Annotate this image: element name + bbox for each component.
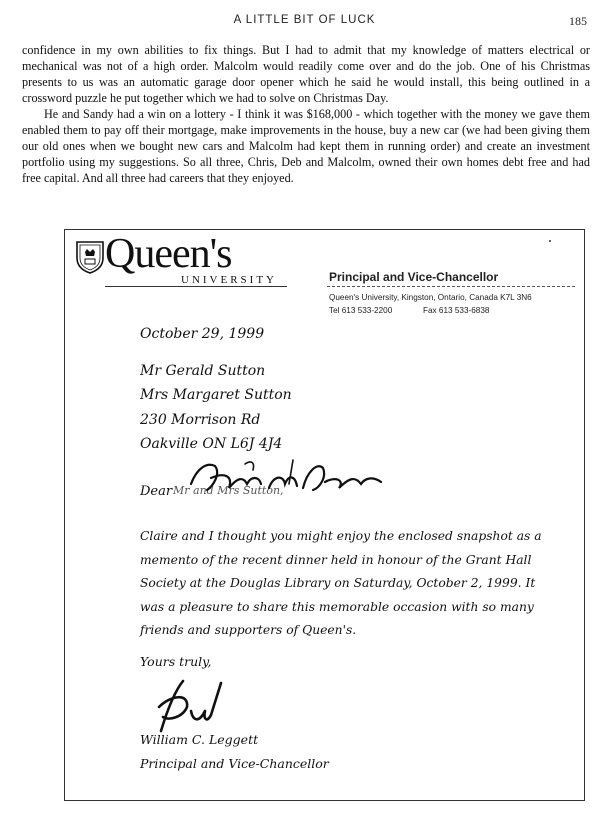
salutation: Dear <box>140 484 173 499</box>
phone-number: Tel 613 533-2200 <box>329 306 393 315</box>
signer-title: Principal and Vice-Chancellor <box>140 756 329 771</box>
salutation-name: Mr and Mrs Sutton, <box>173 484 284 497</box>
university-address: Queen's University, Kingston, Ontario, Canada K7L 3N6 <box>329 293 532 302</box>
office-title: Principal and Vice-Chancellor <box>329 270 499 284</box>
running-title: A LITTLE BIT OF LUCK <box>233 14 376 26</box>
logo-rule <box>105 286 287 287</box>
handwritten-greeting-signature <box>185 454 385 504</box>
fax-number: Fax 613 533-6838 <box>423 306 490 315</box>
body-text <box>22 42 590 186</box>
page-number: 185 <box>569 14 587 28</box>
logo-wordmark: Queen's <box>105 231 232 277</box>
letter-body: Claire and I thought you might enjoy the enclosed snapshot as a memento of the recent dinner held in honour of the Grant Hall Society at the Douglas Library on Saturday, October 2, 1999. It was a pleasure to share this memorable occasion with so many friends and supporters of Queen's. <box>140 529 542 637</box>
paragraph: He and Sandy had a win on a lottery - I think it was $168,000 - which together with the money we gave them enabled them to pay off their mortgage, make improvements in the house, buy a new car (we had been giving them our old ones when we bought new cars and Malcolm had kept them in running order) and create an investment portfolio using my suggestions. So all three, Chris, Deb and Malcolm, owned their own homes debt free and had free capital. And all three had careers that they enjoyed. <box>22 107 590 185</box>
logo-subtext: UNIVERSITY <box>181 274 277 286</box>
crest-icon <box>75 240 105 274</box>
signer-name: William C. Leggett <box>140 732 259 747</box>
letter-image <box>64 229 585 801</box>
running-header <box>0 14 609 32</box>
letterhead-rule <box>327 286 575 287</box>
recipient-line: Oakville ON L6J 4J4 <box>140 436 283 452</box>
letter-closing: Yours truly, <box>140 654 212 669</box>
stray-mark <box>549 240 551 242</box>
recipient-line: Mr Gerald Sutton <box>140 363 266 379</box>
recipient-line: 230 Morrison Rd <box>140 412 261 428</box>
recipient-line: Mrs Margaret Sutton <box>140 387 292 403</box>
paragraph: confidence in my own abilities to fix things. But I had to admit that my knowledge of matters electrical or mechanical was not of a high order. Malcolm would readily come over and do the job. One of his Christmas presents to us was an automatic garage door opener which he said he would install, this being outlined in a crossword puzzle he put together which we had to solve on Christmas Day. <box>22 43 590 105</box>
letter-date: October 29, 1999 <box>140 326 265 342</box>
signature <box>147 677 227 735</box>
